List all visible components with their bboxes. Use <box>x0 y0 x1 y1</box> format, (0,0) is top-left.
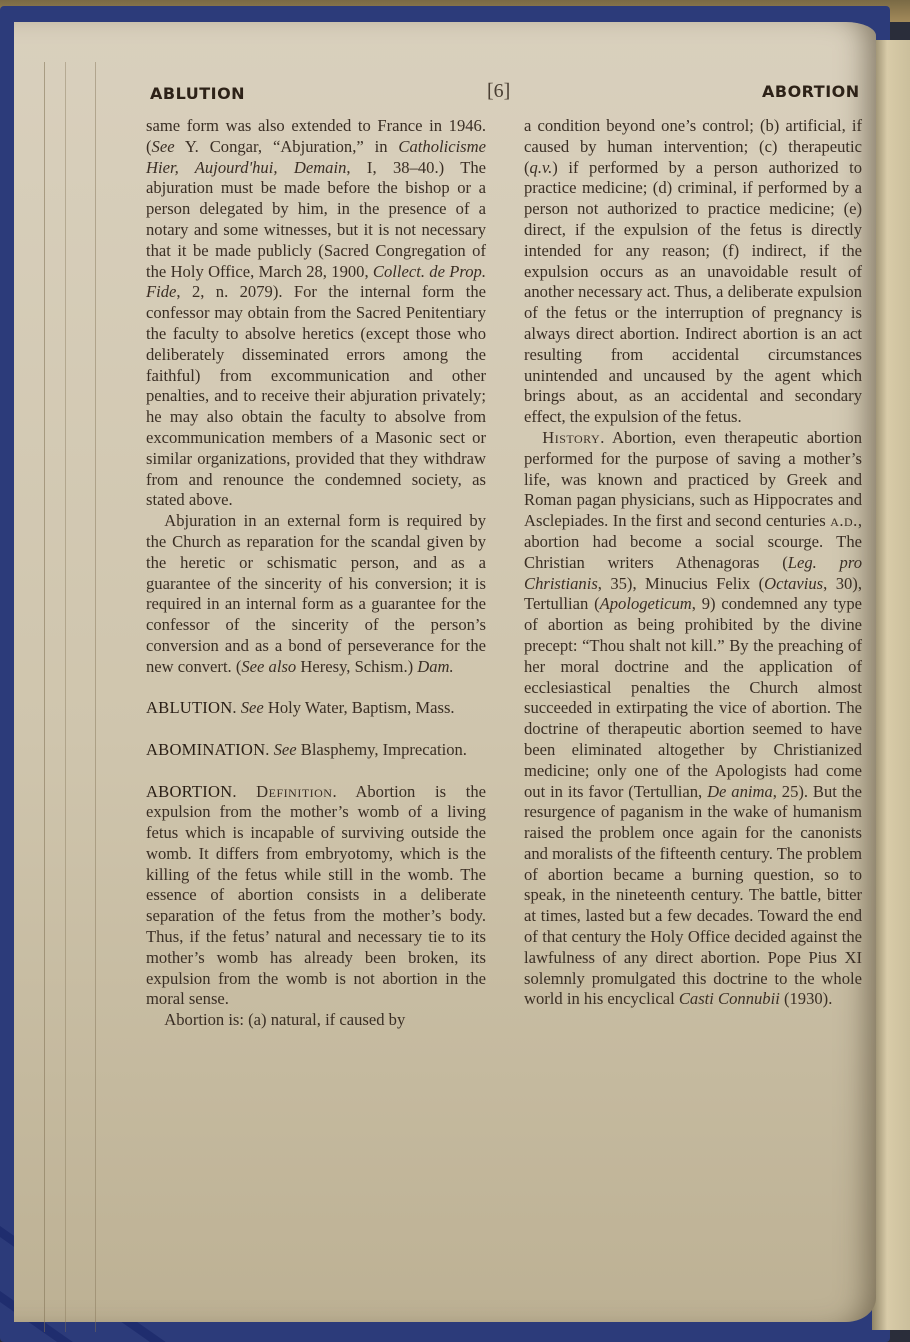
gutter-page-edges <box>44 62 96 1332</box>
running-head-right: ABORTION <box>762 82 860 101</box>
cited-title: Casti Connubii <box>678 989 780 1009</box>
cited-title: De anima <box>707 781 773 801</box>
headword: ABLUTION <box>146 698 233 718</box>
cited-title: Apologeticum <box>599 594 692 614</box>
entry-ablution: ABLUTION. See Holy Water, Baptism, Mass. <box>146 698 455 718</box>
entry-abomination: ABOMINATION. See Blasphemy, Imprecation. <box>146 739 467 759</box>
headword: ABORTION <box>146 781 233 801</box>
right-column <box>524 116 862 1010</box>
headword: ABOMINATION <box>146 739 266 759</box>
cited-title: Leg. pro Christianis <box>524 552 862 593</box>
adjacent-page-edge <box>872 40 910 1330</box>
left-column <box>146 116 486 1031</box>
cross-references: Blasphemy, Imprecation. <box>296 739 467 759</box>
paragraph-kinds-continued: a condition beyond one’s control; (b) artificial, if caused by human intervention; (c) therapeutic (q.v.) if performed by a person authorized to practice medicine; (d) criminal, if performed by a person not authorized to practice medicine; (e) direct, if the expulsion of the fetus is directly intended for any reason; (f) indirect, if the expulsion occurs as an unavoidable result of another necessary act. Thus, a deliberate expulsion of the fetus or the interruption of pregnancy is always direct abortion. Indirect abortion is an act resulting from accidental circumstances unintended and uncaused by the agent which brings about, as an accidental and secondary effect, the expulsion of the fetus. <box>524 116 862 427</box>
author-signature: Dam. <box>417 656 454 676</box>
cited-title: Catholicisme Hier, Aujourd'hui, Demain <box>146 136 486 177</box>
paragraph-abjuration-purpose: Abjuration in an external form is required by the Church as reparation for the scandal given by the heretic or schismatic person, and as a guarantee of the sincerity of his conversion; it is required in an internal form as a guarantee for the confessor of the sincerity of the person’s conversion and as a bond of perseverance for the new convert. (See also Heresy, Schism.) Dam. <box>146 511 486 676</box>
paragraph-abjuration-form: same form was also extended to France in 1946. (See Y. Congar, “Abjuration,” in Catholicisme Hier, Aujourd'hui, Demain, I, 38–40.) The abjuration must be made before the bishop or a person delegated by him, in the presence of a notary and some witnesses, but it is not necessary that it be made publicly (Sacred Congregation of the Holy Office, March 28, 1900, Collect. de Prop. Fide, 2, n. 2079). For the internal form the confessor may obtain from the Sacred Penitentiary the faculty to absolve heretics (except those who deliberately disseminated errors among the faithful) from excommunication and other penalties, and to receive their abjuration privately; he may also obtain the faculty to absolve from excommunication members of a Masonic sect or similar organizations, provided that they withdraw from and renounce the condemned society, as stated above. <box>146 116 486 510</box>
section-label: Definition <box>256 781 333 801</box>
paragraph-history: History. Abortion, even therapeutic abortion performed for the purpose of saving a mother’s life, was known and practiced by Greek and Roman pagan physicians, such as Hippocrates and Asclepiades. In the first and second centuries a.d., abortion had become a social scourge. The Christian writers Athenagoras (Leg. pro Christianis, 35), Minucius Felix (Octavius, 30), Tertullian (Apologeticum, 9) condemned any type of abortion as being prohibited by the divine precept: “Thou shalt not kill.” By the preaching of her moral doctrine and the application of ecclesiastical penalties the Church almost succeeded in extirpating the vice of abortion. The doctrine of therapeutic abortion seemed to have been eliminated altogether by Christianized medicine; only one of the Apologists had come out in its favor (Tertullian, De anima, 25). But the resurgence of paganism in the wake of humanism raised the problem once again for the canonists and moralists of the fifteenth century. The problem of abortion became a burning question, so to speak, in the nineteenth century. The battle, bitter at times, lasted but a few decades. Toward the end of that century the Holy Office decided against the lawfulness of any direct abortion. Pope Pius XI solemnly promulgated this doctrine to the whole world in his encyclical Casti Connubii (1930). <box>524 427 863 1009</box>
page-number: [6] <box>487 80 511 102</box>
cited-title: Collect. de Prop. Fide <box>146 261 486 302</box>
entry-abortion: ABORTION. Definition. Abortion is the expulsion from the mother’s womb of a living fetus which is incapable of surviving outside the womb. It differs from embryotomy, which is the killing of the fetus while still in the womb. The essence of abortion consists in a deliberate separation of the fetus from the mother’s body. Thus, if the fetus’ natural and necessary tie to its mother’s womb has already been broken, its expulsion from the womb is not abortion in the moral sense. <box>146 781 487 1009</box>
paragraph-kinds-start: Abortion is: (a) natural, if caused by <box>164 1010 406 1030</box>
running-head-left: ABLUTION <box>150 84 246 103</box>
cited-title: Octavius <box>764 573 824 593</box>
section-label: History <box>542 427 601 447</box>
cross-references: Holy Water, Baptism, Mass. <box>263 698 455 718</box>
